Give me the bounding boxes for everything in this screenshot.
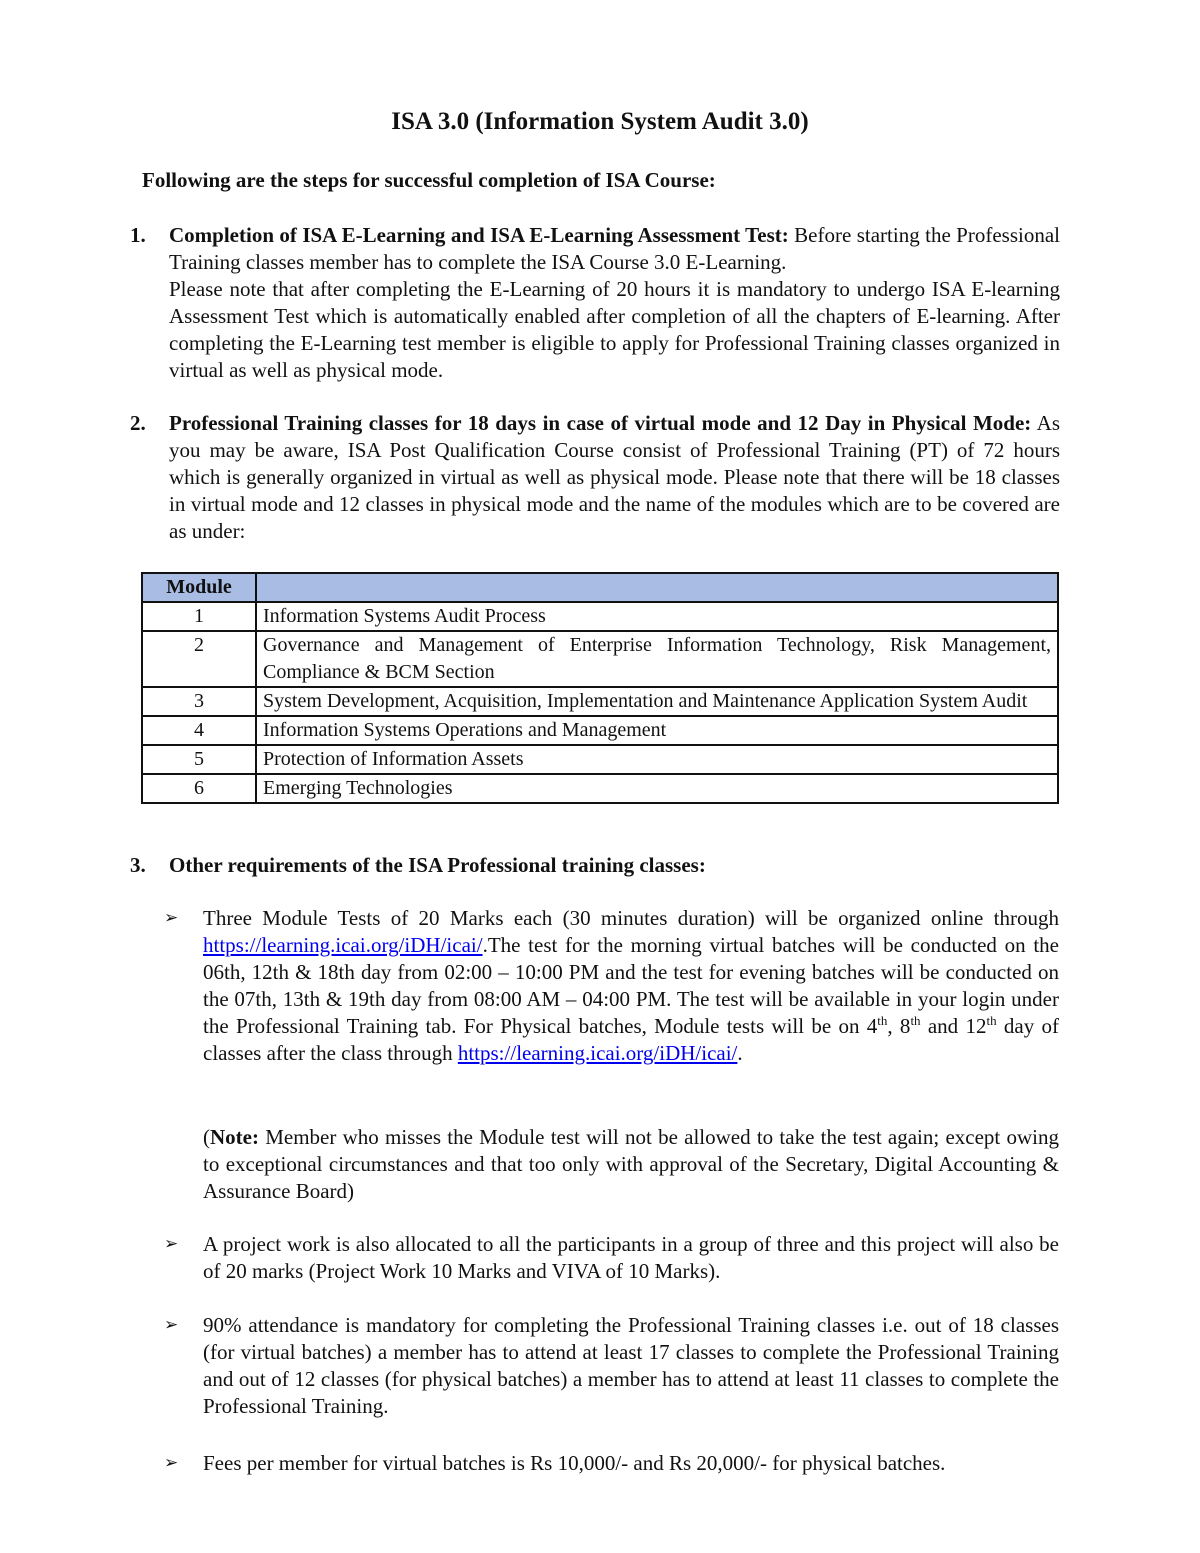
bullet-text: 90% attendance is mandatory for completing the Professional Training classes i.e. out of 18 classes (for virtual batches) a member has to attend at least 17 classes to complete the Professional Training and out of 12 classes (for physical batches) a member has to attend at least 11 classes to complete the Professional Training. (203, 1313, 1059, 1418)
ordinal-suffix: th (986, 1013, 997, 1028)
arrow-bullet-icon: ➢ (164, 908, 179, 928)
bullet-text: Fees per member for virtual batches is Rs 10,000/- and Rs 20,000/- for physical batches. (203, 1451, 946, 1475)
bullet-text: Three Module Tests of 20 Marks each (30 minutes duration) will be organized online through (203, 906, 1059, 930)
module-number: 1 (142, 602, 256, 631)
bullet-text: A project work is also allocated to all the participants in a group of three and this project will also be of 20 marks (Project Work 10 Marks and VIVA of 10 Marks). (203, 1232, 1059, 1283)
arrow-bullet-icon: ➢ (164, 1453, 179, 1473)
section-1 (130, 222, 1060, 384)
column-header-blank (256, 573, 1058, 602)
modules-table (141, 572, 1059, 804)
section-number: 3. (130, 853, 146, 877)
module-name: Information Systems Audit Process (256, 602, 1058, 631)
section-3 (130, 852, 1060, 879)
module-number: 2 (142, 631, 256, 687)
table-row (142, 716, 1058, 745)
page-title: ISA 3.0 (Information System Audit 3.0) (391, 108, 809, 135)
section-text: Before starting the Professional Training classes member has to complete the ISA Course 3.0 E-Learning. (169, 223, 1061, 274)
module-name: Protection of Information Assets (256, 745, 1058, 774)
module-number: 6 (142, 774, 256, 803)
module-number: 5 (142, 745, 256, 774)
module-name: Governance and Management of Enterprise Information Technology, Risk Management, Compliance & BCM Section (256, 631, 1058, 687)
table-row (142, 631, 1058, 687)
bullet-item (164, 1231, 1059, 1285)
table-row (142, 687, 1058, 716)
module-name: System Development, Acquisition, Implementation and Maintenance Application System Audit (256, 687, 1058, 716)
intro-text: Following are the steps for successful completion of ISA Course: (142, 168, 716, 192)
bullet-text: day of classes after the class through (203, 1014, 1059, 1065)
section-text-2: Please note that after completing the E-Learning of 20 hours it is mandatory to undergo ISA E-learning Assessment Test which is automatically enabled after completion of all the chapters of E-learning. After completing the E-Learning test member is eligible to apply for Professional Training classes organized in virtual as well as physical mode. (169, 277, 1060, 382)
column-header-module: Module (142, 573, 256, 602)
note-paragraph: (Note: Member who misses the Module test will not be allowed to take the test again; except owing to exceptional circumstances and that too only with approval of the Secretary, Digital Accounting & Assurance Board) (203, 1125, 1059, 1203)
module-name: Information Systems Operations and Management (256, 716, 1058, 745)
elearning-link[interactable]: https://learning.icai.org/iDH/icai/ (457, 1041, 738, 1065)
bullet-text: and 12 (920, 1014, 987, 1038)
bullet-text: . (737, 1041, 743, 1065)
bullet-item (164, 1450, 1059, 1477)
bullet-text: , 8 (887, 1014, 911, 1038)
ordinal-suffix: th (877, 1013, 888, 1028)
bullet-item (164, 905, 1059, 1067)
section-2 (130, 410, 1060, 545)
table-row (142, 774, 1058, 803)
table-row (142, 745, 1058, 774)
section-text: As you may be aware, ISA Post Qualification Course consist of Professional Training (PT) of 72 hours which is generally organized in virtual as well as physical mode. Please note that there will be 18 classes in virtual mode and 12 classes in physical mode and the name of the modules which are to be covered are as under: (169, 411, 1060, 543)
section-number: 2. (130, 411, 146, 435)
section-heading: Completion of ISA E-Learning and ISA E-Learning Assessment Test: (169, 223, 789, 247)
section-number: 1. (130, 223, 146, 247)
table-row (142, 602, 1058, 631)
note-label: Note: (210, 1125, 259, 1149)
table-header-row (142, 573, 1058, 602)
module-number: 4 (142, 716, 256, 745)
section-heading: Other requirements of the ISA Professional training classes: (169, 853, 706, 877)
bullet-item (164, 1312, 1059, 1420)
module-name: Emerging Technologies (256, 774, 1058, 803)
bullet-text: .The test for the morning virtual batches will be conducted on the 06th, 12th & 18th day from 02:00 – 10:00 PM and the test for evening batches will be conducted on the 07th, 13th & 19th day from 08:00 AM – 04:00 PM. The test will be available in your login under the Professional Training tab. For Physical batches, Module tests will be on 4 (203, 933, 1059, 1038)
elearning-link[interactable]: https://learning.icai.org/iDH/icai/ (203, 933, 483, 957)
arrow-bullet-icon: ➢ (164, 1234, 179, 1254)
module-number: 3 (142, 687, 256, 716)
ordinal-suffix: th (910, 1013, 921, 1028)
note-text: Member who misses the Module test will not be allowed to take the test again; except owing to exceptional circumstances and that too only with approval of the Secretary, Digital Accounting & Assurance Board) (203, 1125, 1059, 1203)
arrow-bullet-icon: ➢ (164, 1315, 179, 1335)
section-heading: Professional Training classes for 18 days in case of virtual mode and 12 Day in Physical Mode: (169, 411, 1032, 435)
